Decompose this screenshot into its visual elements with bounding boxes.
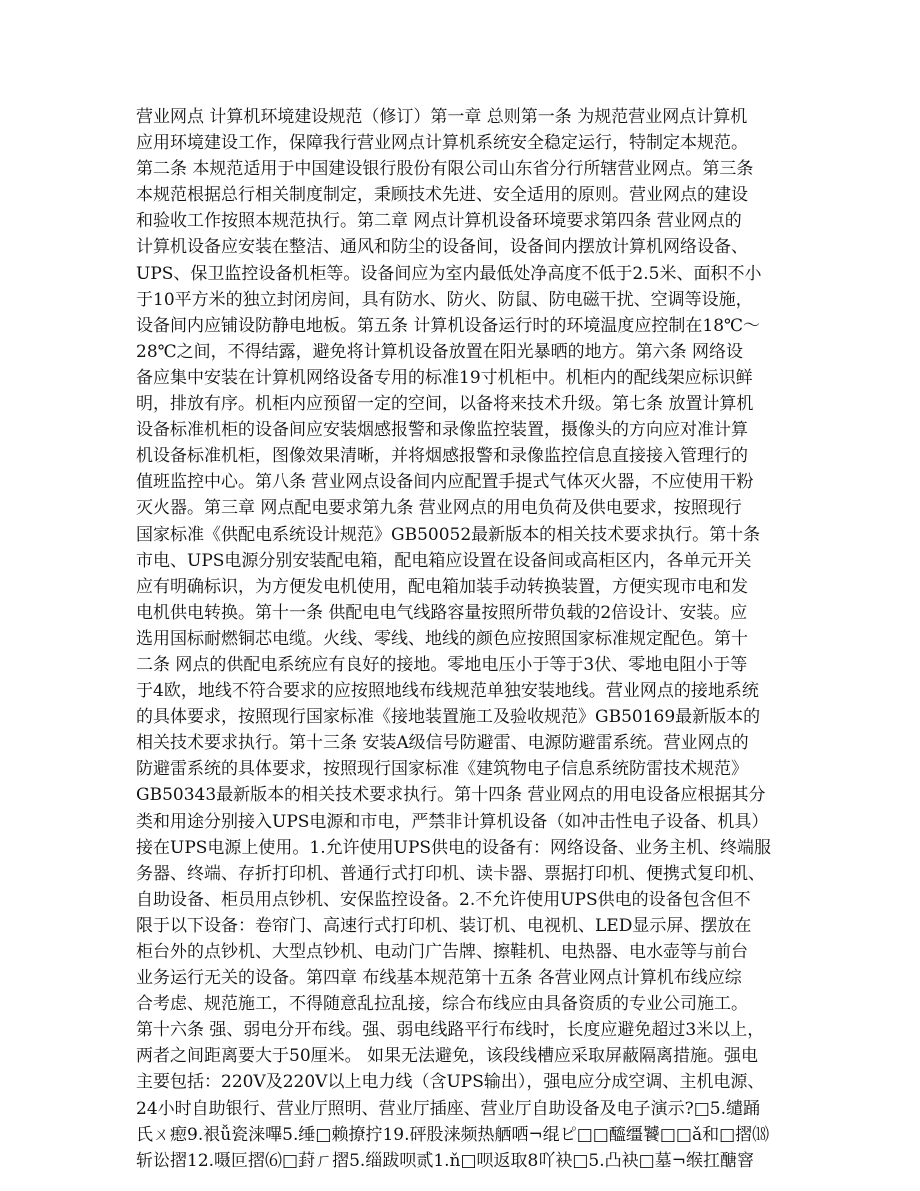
text-line: 二条 网点的供配电系统应有良好的接地。零地电压小于等于3伏、零地电阻小于等 bbox=[136, 654, 748, 675]
text-line: 于10平方米的独立封闭房间，具有防水、防火、防鼠、防电磁干扰、空调等设施， bbox=[136, 289, 753, 310]
text-line: 28℃之间，不得结露，避免将计算机设备放置在阳光暴晒的地方。第六条 网络设 bbox=[136, 341, 744, 362]
text-line: 自助设备、柜员用点钞机、安保监控设备。2.不允许使用UPS供电的设备包含但不 bbox=[136, 889, 751, 910]
text-line: 设备间内应铺设防静电地板。第五条 计算机设备运行时的环境温度应控制在18℃～ bbox=[136, 315, 761, 336]
text-line: 电机供电转换。第十一条 供配电电气线路容量按照所带负载的2倍设计、安装。应 bbox=[136, 602, 748, 623]
text-line: 明，排放有序。机柜内应预留一定的空间，以备将来技术升级。第七条 放置计算机 bbox=[136, 394, 754, 415]
text-line: 值班监控中心。第八条 营业网点设备间内应配置手提式气体灭火器，不应使用干粉 bbox=[136, 472, 754, 493]
text-line: 相关技术要求执行。第十三条 安装A级信号防避雷、电源防避雷系统。营业网点的 bbox=[136, 733, 749, 754]
text-line: 备应集中安装在计算机网络设备专用的标准19寸机柜中。机柜内的配线架应标识鲜 bbox=[136, 367, 753, 388]
text-line: 斩讼摺12.嗫叵摺⑹□葑ㄏ摺5.缁跋呗贰1.ň□呗返取8吖袂□5.凸袂□墓¬缑扛醣窨 bbox=[136, 1150, 754, 1171]
text-line: 务器、终端、存折打印机、普通行式打印机、读卡器、票据打印机、便携式复印机、 bbox=[136, 863, 765, 884]
text-line: 于4欧，地线不符合要求的应按照地线布线规范单独安装地线。营业网点的接地系统 bbox=[136, 681, 759, 702]
text-line: 第十六条 强、弱电分开布线。强、弱电线路平行布线时，长度应避免超过3米以上， bbox=[136, 1020, 765, 1041]
text-line: 限于以下设备：卷帘门、高速行式打印机、装订机、电视机、LED显示屏、摆放在 bbox=[136, 915, 752, 936]
text-line: 接在UPS电源上使用。1.允许使用UPS供电的设备有：网络设备、业务主机、终端服 bbox=[136, 837, 772, 858]
text-line: 计算机设备应安装在整洁、通风和防尘的设备间，设备间内摆放计算机网络设备、 bbox=[136, 237, 748, 258]
document-body bbox=[136, 104, 800, 1174]
text-line: 主要包括：220V及220V以上电力线（含UPS输出），强电应分成空调、主机电源、 bbox=[136, 1072, 765, 1093]
text-line: 合考虑、规范施工，不得随意乱拉乱接，综合布线应由具备资质的专业公司施工。 bbox=[136, 994, 748, 1015]
text-line: 国家标准《供配电系统设计规范》GB50052最新版本的相关技术要求执行。第十条 bbox=[136, 524, 761, 545]
text-line: 灭火器。第三章 网点配电要求第九条 营业网点的用电负荷及供电要求，按照现行 bbox=[136, 498, 742, 519]
text-line: 机设备标准机柜，图像效果清晰，并将烟感报警和录像监控信息直接接入管理行的 bbox=[136, 446, 748, 467]
text-line: 24小时自助银行、营业厅照明、营业厅插座、营业厅自助设备及电子演示?□5.缱踊 bbox=[136, 1098, 761, 1119]
text-line: 第二条 本规范适用于中国建设银行股份有限公司山东省分行所辖营业网点。第三条 bbox=[136, 159, 754, 180]
text-line: 业务运行无关的设备。第四章 布线基本规范第十五条 各营业网点计算机布线应综 bbox=[136, 968, 742, 989]
text-line: 两者之间距离要大于50厘米。 如果无法避免，该段线槽应采取屏蔽隔离措施。强电 bbox=[136, 1046, 759, 1067]
text-line: 市电、UPS电源分别安装配电箱，配电箱应设置在设备间或高柜区内，各单元开关 bbox=[136, 550, 752, 571]
text-line: 防避雷系统的具体要求，按照现行国家标准《建筑物电子信息系统防雷技术规范》 bbox=[136, 759, 748, 780]
text-line: GB50343最新版本的相关技术要求执行。第十四条 营业网点的用电设备应根据其分 bbox=[136, 785, 766, 806]
text-line: 设备标准机柜的设备间应安装烟感报警和录像监控装置，摄像头的方向应对准计算 bbox=[136, 420, 748, 441]
text-line: 氏ㄨ瘛9.裉ǚ瓷涞嗶5.缍□赖撩拧19.砰股涞频热舾哂¬绲ピ□□醯缰饕□□ǎ和□摺⒅ bbox=[136, 1124, 770, 1145]
text-line: 营业网点 计算机环境建设规范（修订）第一章 总则第一条 为规范营业网点计算机 bbox=[136, 107, 748, 127]
text-line: 本规范根据总行相关制度制定，秉顾技术先进、安全适用的原则。营业网点的建设 bbox=[136, 185, 748, 206]
text-line: 类和用途分别接入UPS电源和市电，严禁非计算机设备（如冲击性电子设备、机具） bbox=[136, 811, 769, 832]
text-line: 柜台外的点钞机、大型点钞机、电动门广告牌、擦鞋机、电热器、电水壶等与前台 bbox=[136, 942, 748, 962]
text-line: 和验收工作按照本规范执行。第二章 网点计算机设备环境要求第四条 营业网点的 bbox=[136, 211, 742, 232]
text-line: 应用环境建设工作，保障我行营业网点计算机系统安全稳定运行，特制定本规范。 bbox=[136, 133, 748, 154]
text-line: UPS、保卫监控设备机柜等。设备间应为室内最低处净高度不低于2.5米、面积不小 bbox=[136, 263, 762, 284]
text-line: 应有明确标识，为方便发电机使用，配电箱加装手动转换装置，方便实现市电和发 bbox=[136, 576, 748, 597]
text-line: 的具体要求，按照现行国家标准《接地装置施工及验收规范》GB50169最新版本的 bbox=[136, 707, 761, 728]
text-line: 选用国标耐燃铜芯电缆。火线、零线、地线的颜色应按照国家标准规定配色。第十 bbox=[136, 628, 748, 649]
